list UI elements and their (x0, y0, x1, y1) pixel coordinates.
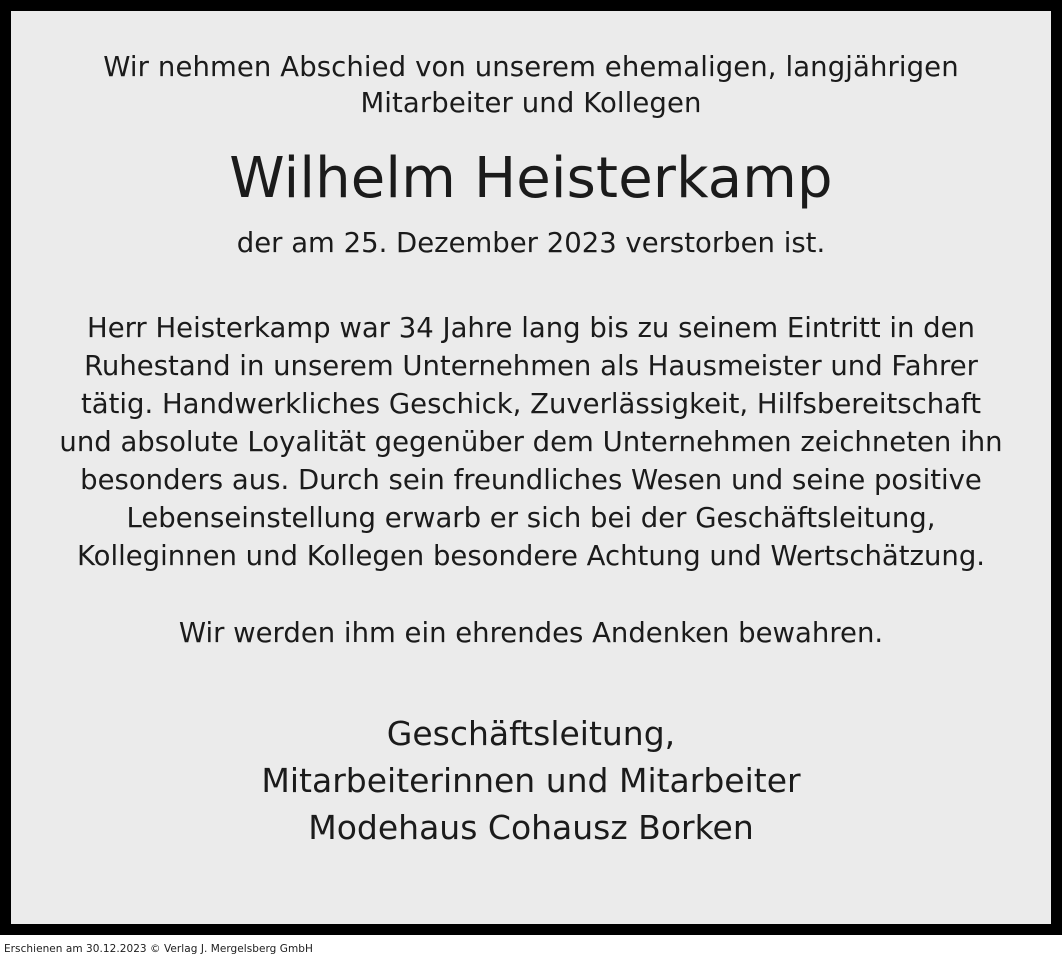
obituary-content (11, 11, 1051, 924)
signature-block (261, 711, 800, 852)
intro-text: Wir nehmen Abschied von unserem ehemaligen, langjährigen Mitarbeiter und Kollegen (103, 51, 959, 120)
memorial-line: Wir werden ihm ein ehrendes Andenken bewahren. (178, 616, 884, 649)
signature-line-2: Mitarbeiterinnen und Mitarbeiter (261, 761, 801, 801)
publication-note: Erschienen am 30.12.2023 © Verlag J. Mergelsberg GmbH (4, 943, 313, 955)
deceased-name: Wilhelm Heisterkamp (229, 145, 833, 211)
death-date-line: der am 25. Dezember 2023 verstorben ist. (236, 227, 826, 260)
signature-line-3: Modehaus Cohausz Borken (308, 808, 754, 848)
signature-line-1: Geschäftsleitung, (386, 714, 676, 754)
tribute-body-text: Herr Heisterkamp war 34 Jahre lang bis zu seinem Eintritt in den Ruhestand in unserem Unternehmen als Hausmeister und Fahrer tätig. Handwerkliches Geschick, Zuverlässigkeit, Hilfsbereitschaft und absolute Loyalität gegenüber dem Unternehmen zeichneten ihn besonders aus. Durch sein freundliches Wesen und seine positive Lebenseinstellung erwarb er sich bei der Geschäftsleitung, Kolleginnen und Kollegen besondere Achtung und Wertschätzung. (59, 312, 1003, 572)
